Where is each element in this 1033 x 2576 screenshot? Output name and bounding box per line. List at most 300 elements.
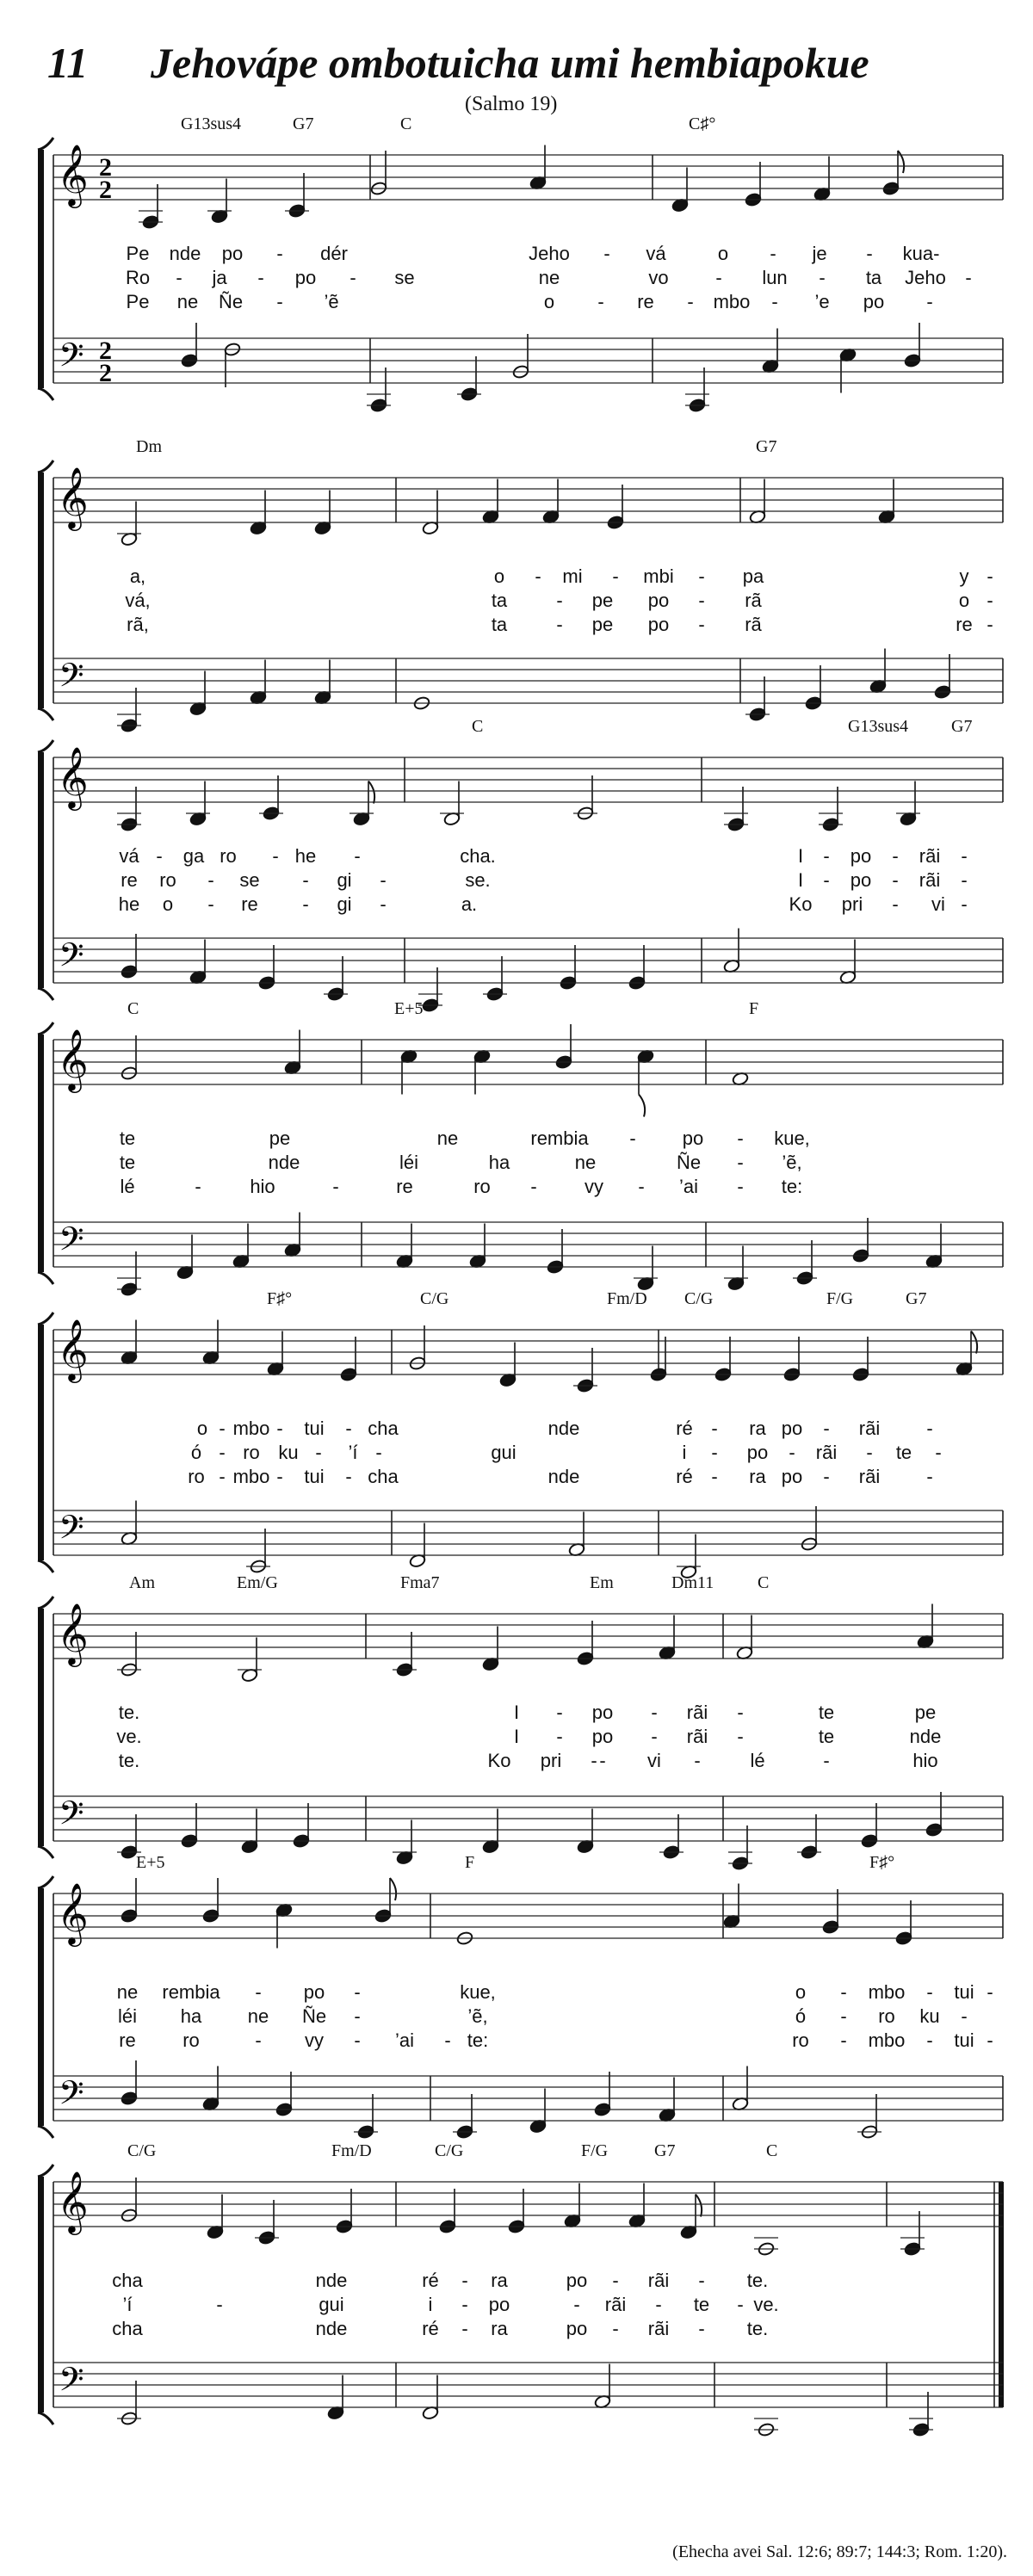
lyric-syllable: - [711, 1466, 718, 1487]
lyric-syllable: ro [188, 1466, 205, 1487]
lyric-syllable: - [612, 2270, 619, 2291]
bracket-bottom [38, 2126, 53, 2138]
treble-clef: 𝄞 [57, 1881, 89, 1944]
lyric-syllable: te [818, 1726, 835, 1747]
lyric-syllable: tui [954, 1981, 974, 2003]
treble-clef: 𝄞 [57, 745, 89, 808]
lyric-syllable: - [302, 893, 309, 915]
system-bracket [38, 1325, 44, 1560]
chord-symbol: Em/G [237, 1573, 278, 1592]
system-bracket [38, 2177, 44, 2412]
lyric-syllable: - [698, 2318, 705, 2339]
lyric-syllable: - [965, 267, 972, 288]
lyric-syllable: - [207, 893, 214, 915]
lyric-syllable: - [711, 1442, 718, 1463]
score-system [38, 1573, 1003, 1871]
lyric-syllable: - [737, 1176, 744, 1197]
time-signature-top: 2 [99, 153, 112, 182]
chord-symbol: F/G [826, 1289, 854, 1308]
lyric-syllable: ra [491, 2318, 508, 2339]
note-flag [898, 151, 904, 173]
lyric-syllable: - [926, 1981, 933, 2003]
lyric-syllable: - [935, 1442, 942, 1463]
lyric-syllable: - [638, 1176, 645, 1197]
lyric-syllable: Pe [126, 243, 150, 264]
bracket-top [38, 138, 53, 150]
lyric-syllable: a, [129, 565, 146, 587]
lyric-syllable: rãi [686, 1702, 708, 1723]
lyric-syllable: ha [180, 2005, 202, 2027]
lyric-syllable: - [255, 1981, 262, 2003]
treble-clef: 𝄞 [57, 143, 89, 206]
score-system [38, 437, 1003, 733]
treble-clef: 𝄞 [57, 1318, 89, 1381]
lyric-syllable: ’ẽ, [782, 1152, 802, 1173]
lyric-syllable: - [354, 2029, 361, 2051]
bass-staff [53, 2076, 1003, 2121]
lyric-syllable: - [737, 1152, 744, 1173]
lyric-syllable: nde [909, 1726, 942, 1747]
lyric-syllable: vy [305, 2029, 324, 2051]
note-flag [639, 1095, 645, 1117]
lyric-syllable: - [219, 1442, 226, 1463]
lyric-syllable: se [394, 267, 415, 288]
bracket-bottom [38, 2412, 53, 2425]
lyric-syllable: pe [591, 590, 614, 611]
lyric-syllable: - [694, 1750, 701, 1771]
lyric-syllable: dér [320, 243, 348, 264]
lyric-syllable: ne [247, 2005, 269, 2027]
lyric-syllable: - [345, 1466, 352, 1487]
note-flag [390, 1878, 396, 1900]
lyric-syllable: ve. [116, 1726, 142, 1747]
lyric-syllable: po [566, 2270, 588, 2291]
lyric-syllable: gi [337, 869, 352, 891]
lyric-syllable: te. [746, 2270, 769, 2291]
lyric-syllable: - [444, 2029, 451, 2051]
lyric-syllable: - [315, 1442, 322, 1463]
lyric-syllable: I [797, 845, 804, 867]
lyric-syllable: - [840, 1981, 847, 2003]
chord-symbol: F/G [581, 2141, 609, 2160]
lyric-syllable: ha [488, 1152, 510, 1173]
lyric-syllable: - [556, 590, 563, 611]
lyric-syllable: ne [176, 291, 199, 312]
lyric-syllable: vo [648, 267, 669, 288]
bass-staff [53, 2363, 1003, 2407]
lyric-syllable: lé [750, 1750, 765, 1771]
lyric-syllable: o [958, 590, 970, 611]
score-system [38, 1289, 1003, 1579]
chord-symbol: E+5 [136, 1853, 165, 1872]
lyric-syllable: Ñe [676, 1152, 702, 1173]
lyric-syllable: tui [304, 1466, 325, 1487]
bass-staff [53, 1510, 1003, 1555]
bass-clef: 𝄢 [59, 1220, 84, 1266]
bracket-top [38, 1313, 53, 1325]
lyric-syllable: - [597, 291, 604, 312]
lyric-syllable: Ñe [218, 291, 244, 312]
lyric-syllable: - [770, 243, 776, 264]
lyric-syllable: gui [319, 2294, 344, 2315]
bracket-top [38, 1597, 53, 1609]
lyric-syllable: nde [547, 1418, 580, 1439]
lyric-syllable: - [961, 893, 968, 915]
chord-symbol: C [758, 1573, 770, 1592]
treble-clef: 𝄞 [57, 2170, 89, 2233]
lyric-syllable: - [771, 291, 778, 312]
lyric-syllable: cha [368, 1418, 399, 1439]
lyric-syllable: ’ai [678, 1176, 699, 1197]
lyric-syllable: - [840, 2005, 847, 2027]
lyric-syllable: - [698, 565, 705, 587]
bracket-bottom [38, 1846, 53, 1858]
time-signature-bottom: 2 [99, 359, 112, 387]
lyric-syllable: - [737, 1702, 744, 1723]
lyric-syllable: - [195, 1176, 201, 1197]
chord-symbol: Am [129, 1573, 155, 1592]
lyric-syllable: - [651, 1726, 658, 1747]
lyric-syllable: ra [491, 2270, 508, 2291]
bass-clef: 𝄢 [59, 2360, 84, 2406]
lyric-syllable: - [375, 1442, 382, 1463]
lyric-syllable: ku [919, 2005, 940, 2027]
lyric-syllable: - [530, 1176, 537, 1197]
lyric-syllable: gui [491, 1442, 516, 1463]
bracket-bottom [38, 388, 53, 400]
lyric-syllable: rãi [858, 1466, 881, 1487]
lyric-syllable: rãi [604, 2294, 627, 2315]
lyric-syllable: te: [467, 2029, 489, 2051]
lyric-syllable: - [573, 2294, 580, 2315]
chord-symbol: G7 [906, 1289, 927, 1308]
lyric-syllable: mbo [868, 1981, 906, 2003]
lyric-syllable: kue, [460, 1981, 496, 2003]
lyric-syllable: vá, [125, 590, 151, 611]
lyric-syllable: - [987, 614, 993, 635]
lyric-syllable: te. [118, 1702, 140, 1723]
lyric-syllable: ro [159, 869, 176, 891]
lyric-syllable: po [781, 1466, 803, 1487]
treble-staff [53, 1893, 1003, 1938]
lyric-syllable: cha [368, 1466, 399, 1487]
lyric-syllable: - [272, 845, 279, 867]
lyric-syllable: ó [190, 1442, 202, 1463]
lyric-syllable: rãi [919, 845, 941, 867]
chord-symbol: C♯° [689, 114, 716, 133]
chord-symbol: Em [590, 1573, 614, 1592]
lyric-syllable: pe [591, 614, 614, 635]
lyric-syllable: po [303, 1981, 325, 2003]
lyric-syllable: - [711, 1418, 718, 1439]
lyric-syllable: nde [315, 2270, 348, 2291]
lyric-syllable: ne [538, 267, 560, 288]
lyric-syllable: léi [117, 2005, 138, 2027]
score-system [38, 1853, 1003, 2140]
note-flag [696, 2195, 702, 2217]
lyric-syllable: ’e [814, 291, 830, 312]
bass-clef: 𝄢 [59, 2073, 84, 2120]
chord-symbol: F♯° [869, 1853, 895, 1872]
lyric-syllable: - [380, 893, 387, 915]
lyric-syllable: - [380, 869, 387, 891]
lyric-syllable: nde [547, 1466, 580, 1487]
lyric-syllable: te [119, 1152, 136, 1173]
lyric-syllable: po [863, 291, 885, 312]
lyric-syllable: - [715, 267, 722, 288]
lyric-syllable: Pe [126, 291, 150, 312]
lyric-syllable: - [987, 2029, 993, 2051]
lyric-syllable: - [599, 1750, 606, 1771]
lyric-syllable: léi [399, 1152, 419, 1173]
lyric-syllable: - [302, 869, 309, 891]
lyric-syllable: po [591, 1726, 614, 1747]
lyric-syllable: kue, [774, 1127, 810, 1149]
score-system [38, 114, 1003, 413]
score-system [38, 2141, 1004, 2437]
lyric-syllable: he [118, 893, 140, 915]
lyric-syllable: - [461, 2294, 468, 2315]
treble-staff [53, 2182, 1003, 2227]
lyric-syllable: se [239, 869, 260, 891]
lyric-syllable: - [207, 869, 214, 891]
lyric-syllable: pri [540, 1750, 562, 1771]
song-subtitle: (Salmo 19) [465, 93, 558, 115]
lyric-syllable: re [396, 1176, 413, 1197]
lyric-syllable: rã, [127, 614, 149, 635]
lyric-syllable: - [461, 2270, 468, 2291]
lyric-syllable: ku [278, 1442, 299, 1463]
chord-symbol: G7 [654, 2141, 676, 2160]
lyric-syllable: ra [749, 1418, 766, 1439]
lyric-syllable: - [892, 893, 899, 915]
lyric-syllable: po [221, 243, 244, 264]
chord-symbol: G13sus4 [181, 114, 242, 133]
lyric-syllable: - [603, 243, 610, 264]
lyric-syllable: - [276, 243, 283, 264]
lyric-syllable: vá [646, 243, 666, 264]
lyric-syllable: - [926, 1418, 933, 1439]
treble-staff [53, 1040, 1003, 1084]
bass-clef: 𝄢 [59, 336, 84, 382]
lyric-syllable: vi [931, 893, 945, 915]
lyric-syllable: ré [676, 1418, 693, 1439]
lyric-syllable: rembia [162, 1981, 220, 2003]
chord-symbol: C [400, 114, 412, 133]
lyric-syllable: nde [315, 2318, 348, 2339]
bracket-top [38, 1022, 53, 1035]
lyric-syllable: rãi [686, 1726, 708, 1747]
lyric-syllable: mbi [643, 565, 674, 587]
lyric-syllable: pri [841, 893, 863, 915]
lyric-syllable: - [892, 845, 899, 867]
lyric-syllable: te. [118, 1750, 140, 1771]
score-system [38, 717, 1003, 1013]
lyric-syllable: - [687, 291, 694, 312]
lyric-syllable: vy [585, 1176, 603, 1197]
lyric-syllable: - [629, 1127, 636, 1149]
lyric-syllable: cha [112, 2318, 143, 2339]
lyric-syllable: po [850, 845, 872, 867]
lyric-syllable: o [493, 565, 505, 587]
lyric-syllable: ne [436, 1127, 459, 1149]
scripture-reference: (Ehecha avei Sal. 12:6; 89:7; 144:3; Rom. 1:20). [672, 2542, 1007, 2561]
lyric-syllable: ro [243, 1442, 260, 1463]
lyric-syllable: po [850, 869, 872, 891]
lyric-syllable: - [276, 1466, 283, 1487]
lyric-syllable: - [737, 1726, 744, 1747]
lyric-syllable: - [612, 565, 619, 587]
lyric-syllable: Jeho [905, 267, 946, 288]
system-bracket [38, 1035, 44, 1272]
lyric-syllable: Ro [125, 267, 151, 288]
lyric-syllable: rembia [530, 1127, 589, 1149]
lyric-syllable: - [987, 565, 993, 587]
lyric-syllable: pa [742, 565, 764, 587]
lyric-syllable: rã [745, 590, 762, 611]
lyric-syllable: lun [762, 267, 788, 288]
lyric-syllable: - [591, 1750, 597, 1771]
lyric-syllable: - [823, 845, 830, 867]
bracket-bottom [38, 708, 53, 720]
lyric-syllable: hio [912, 1750, 938, 1771]
lyric-syllable: Ñe [301, 2005, 327, 2027]
chord-symbol: Fm/D [607, 1289, 647, 1308]
lyric-syllable: I [513, 1726, 520, 1747]
lyric-syllable: - [866, 1442, 873, 1463]
lyric-syllable: ra [749, 1466, 766, 1487]
system-bracket [38, 752, 44, 988]
lyric-syllable: tui [954, 2029, 974, 2051]
lyric-syllable: te: [781, 1176, 803, 1197]
lyric-syllable: - [737, 1127, 744, 1149]
bracket-top [38, 740, 53, 752]
lyric-syllable: ro [878, 2005, 895, 2027]
note-flag [971, 1331, 977, 1354]
lyric-syllable: - [332, 1176, 339, 1197]
lyric-syllable: mbo [868, 2029, 906, 2051]
lyric-syllable: te [895, 1442, 912, 1463]
bracket-top [38, 1876, 53, 1888]
lyric-syllable: mbo [232, 1418, 270, 1439]
lyric-syllable: I [513, 1702, 520, 1723]
chord-symbol: C [472, 717, 484, 736]
lyric-syllable: o [162, 893, 174, 915]
lyric-syllable: a. [461, 893, 478, 915]
lyric-syllable: ó [795, 2005, 807, 2027]
system-bracket [38, 1888, 44, 2126]
treble-staff [53, 155, 1003, 200]
chord-symbol: C/G [435, 2141, 464, 2160]
bracket-bottom [38, 1272, 53, 1284]
chord-symbol: C/G [127, 2141, 157, 2160]
lyric-syllable: se. [465, 869, 491, 891]
lyric-syllable: - [219, 1466, 226, 1487]
chord-symbol: F♯° [267, 1289, 293, 1308]
lyric-syllable: cha [112, 2270, 143, 2291]
lyric-syllable: mi [562, 565, 583, 587]
lyric-syllable: po [682, 1127, 704, 1149]
chord-symbol: G7 [756, 437, 777, 456]
lyric-syllable: - [257, 267, 264, 288]
lyric-syllable: re [637, 291, 654, 312]
chord-symbol: G7 [951, 717, 973, 736]
lyric-syllable: i [682, 1442, 687, 1463]
lyric-syllable: po [566, 2318, 588, 2339]
lyric-syllable: - [819, 267, 826, 288]
chord-symbol: C/G [684, 1289, 714, 1308]
lyric-syllable: ta [865, 267, 882, 288]
lyric-syllable: - [345, 1418, 352, 1439]
lyric-syllable: - [556, 1726, 563, 1747]
lyric-syllable: cha. [460, 845, 496, 867]
treble-clef: 𝄞 [57, 1602, 89, 1665]
treble-staff [53, 1330, 1003, 1374]
lyric-syllable: - [216, 2294, 223, 2315]
bracket-bottom [38, 1560, 53, 1572]
lyric-syllable: - [556, 614, 563, 635]
lyric-syllable: - [255, 2029, 262, 2051]
lyric-syllable: ’ẽ [324, 291, 339, 312]
system-bracket [38, 150, 44, 388]
chord-symbol: G7 [293, 114, 314, 133]
lyric-syllable: lé [120, 1176, 135, 1197]
lyric-syllable: rã [745, 614, 762, 635]
lyric-syllable: - [987, 590, 993, 611]
lyric-syllable: ro [220, 845, 237, 867]
lyric-syllable: po [488, 2294, 510, 2315]
lyric-syllable: - [354, 845, 361, 867]
bass-clef: 𝄢 [59, 1794, 84, 1840]
lyric-syllable: rãi [815, 1442, 838, 1463]
lyric-syllable: - [156, 845, 163, 867]
lyric-syllable: ga [182, 845, 205, 867]
lyric-syllable: vá [119, 845, 139, 867]
lyric-syllable: - [789, 1442, 795, 1463]
lyric-syllable: mbo [232, 1466, 270, 1487]
lyric-syllable: ja [212, 267, 227, 288]
lyric-syllable: ve. [753, 2294, 779, 2315]
lyric-syllable: - [866, 243, 873, 264]
lyric-syllable: re [119, 2029, 136, 2051]
bracket-top [38, 460, 53, 473]
bass-clef: 𝄢 [59, 1508, 84, 1554]
lyric-syllable: - [823, 1418, 830, 1439]
lyric-syllable: je [812, 243, 827, 264]
lyric-syllable: - [823, 1466, 830, 1487]
lyric-syllable: po [294, 267, 317, 288]
system-bracket [38, 473, 44, 708]
lyric-syllable: tui [304, 1418, 325, 1439]
bass-clef: 𝄢 [59, 936, 84, 982]
time-signature-bottom: 2 [99, 176, 112, 204]
lyric-syllable: - [556, 1702, 563, 1723]
chord-symbol: Dm11 [671, 1573, 714, 1592]
lyric-syllable: - [176, 267, 182, 288]
lyric-syllable: rãi [647, 2270, 670, 2291]
lyric-syllable: ro [792, 2029, 809, 2051]
chord-symbol: C [766, 2141, 778, 2160]
chord-symbol: C [127, 999, 139, 1018]
chord-symbol: C/G [420, 1289, 449, 1308]
lyric-syllable: o [196, 1418, 208, 1439]
lyric-syllable: - [535, 565, 541, 587]
lyric-syllable: - [926, 2029, 933, 2051]
lyric-syllable: he [294, 845, 317, 867]
treble-staff [53, 478, 1003, 522]
lyric-syllable: ne [116, 1981, 139, 2003]
lyric-syllable: ré [676, 1466, 693, 1487]
